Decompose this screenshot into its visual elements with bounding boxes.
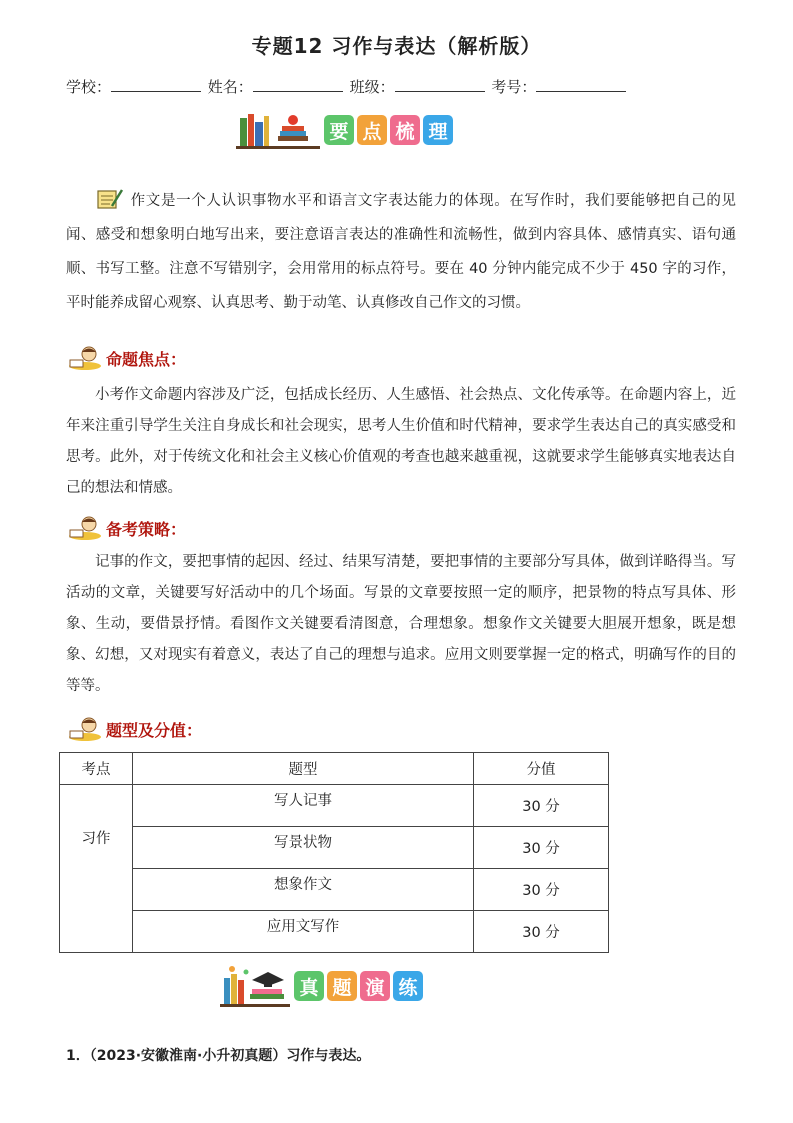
banner-char-3: 梳 bbox=[390, 115, 420, 145]
graduation-books-icon bbox=[220, 964, 290, 1008]
practice-banner bbox=[220, 964, 426, 1008]
table-cell-type: 写人记事 bbox=[133, 785, 474, 827]
types-heading-text: 题型及分值： bbox=[106, 720, 203, 740]
key-points-banner bbox=[236, 110, 456, 150]
focus-heading bbox=[68, 345, 186, 371]
question-1: 1．（2023·安徽淮南·小升初真题）习作与表达。 bbox=[66, 1048, 371, 1064]
practice-char-3: 演 bbox=[360, 971, 390, 1001]
table-cell-point: 习作 bbox=[60, 785, 133, 953]
student-reading-icon bbox=[68, 515, 102, 541]
class-blank[interactable] bbox=[395, 77, 485, 92]
banner-char-4: 理 bbox=[423, 115, 453, 145]
intro-text: 作文是一个人认识事物水平和语言文字表达能力的体现。在写作时，我们要能够把自己的见闻、感受和想象明白地写出来，要注意语言表达的准确性和流畅性，做到内容具体、感情真实、语句通顺、书写工整。注意不写错别字，会用常用的标点符号。要在 40 分钟内能完成不少于 450 字的习作，平时能养成留心观察、认真思考、勤于动笔、认真修改自己作文的习惯。 bbox=[66, 193, 736, 311]
table-cell-type: 应用文写作 bbox=[133, 911, 474, 953]
page-title: 专题12 习作与表达（解析版） bbox=[251, 34, 542, 58]
table-row bbox=[60, 785, 609, 827]
table-header-cell: 分值 bbox=[474, 753, 609, 785]
exam-number-label: 考号： bbox=[491, 78, 537, 96]
table-cell-score: 30 分 bbox=[474, 911, 609, 953]
focus-paragraph: 小考作文命题内容涉及广泛，包括成长经历、人生感悟、社会热点、文化传承等。在命题内容上，近年来注重引导学生关注自身成长和社会现实，思考人生价值和时代精神，要求学生表达自己的真实感受和思考。此外，对于传统文化和社会主义核心价值观的考查也越来越重视，这就要求学生能够真实地表达自己的想法和情感。 bbox=[66, 387, 736, 496]
table-row bbox=[60, 911, 609, 953]
name-label: 姓名： bbox=[207, 78, 253, 96]
table-cell-score: 30 分 bbox=[474, 869, 609, 911]
banner-char-2: 点 bbox=[357, 115, 387, 145]
intro-paragraph bbox=[66, 184, 736, 320]
table-cell-type: 想象作文 bbox=[133, 869, 474, 911]
table-header-cell: 考点 bbox=[60, 753, 133, 785]
student-reading-icon bbox=[68, 345, 102, 371]
exam-number-blank[interactable] bbox=[536, 77, 626, 92]
types-heading bbox=[68, 716, 202, 742]
strategy-heading-text: 备考策略： bbox=[106, 519, 187, 539]
practice-char-1: 真 bbox=[294, 971, 324, 1001]
table-cell-score: 30 分 bbox=[474, 785, 609, 827]
banner-char-1: 要 bbox=[324, 115, 354, 145]
table-header-cell: 题型 bbox=[133, 753, 474, 785]
table-row bbox=[60, 827, 609, 869]
focus-heading-text: 命题焦点： bbox=[106, 349, 187, 369]
types-score-table bbox=[59, 752, 609, 953]
table-cell-type: 写景状物 bbox=[133, 827, 474, 869]
student-info-line bbox=[66, 76, 628, 97]
school-blank[interactable] bbox=[111, 77, 201, 92]
school-label: 学校： bbox=[66, 78, 112, 96]
strategy-paragraph: 记事的作文，要把事情的起因、经过、结果写清楚，要把事情的主要部分写具体，做到详略得当。写活动的文章，关键要写好活动中的几个场面。写景的文章要按照一定的顺序，把景物的特点写具体、形象、生动，要借景抒情。看图作文关键要看清图意，合理想象。想象作文关键要大胆展开想象，既是想象、幻想，又对现实有着意义，表达了自己的理想与追求。应用文则要掌握一定的格式，明确写作的目的等等。 bbox=[66, 554, 736, 694]
practice-char-2: 题 bbox=[327, 971, 357, 1001]
books-icon bbox=[236, 110, 320, 150]
name-blank[interactable] bbox=[253, 77, 343, 92]
class-label: 班级： bbox=[349, 78, 395, 96]
notebook-pen-icon bbox=[96, 188, 124, 210]
student-reading-icon bbox=[68, 716, 102, 742]
strategy-heading bbox=[68, 515, 186, 541]
table-cell-score: 30 分 bbox=[474, 827, 609, 869]
practice-char-4: 练 bbox=[393, 971, 423, 1001]
table-row bbox=[60, 869, 609, 911]
table-header-row bbox=[60, 753, 609, 785]
